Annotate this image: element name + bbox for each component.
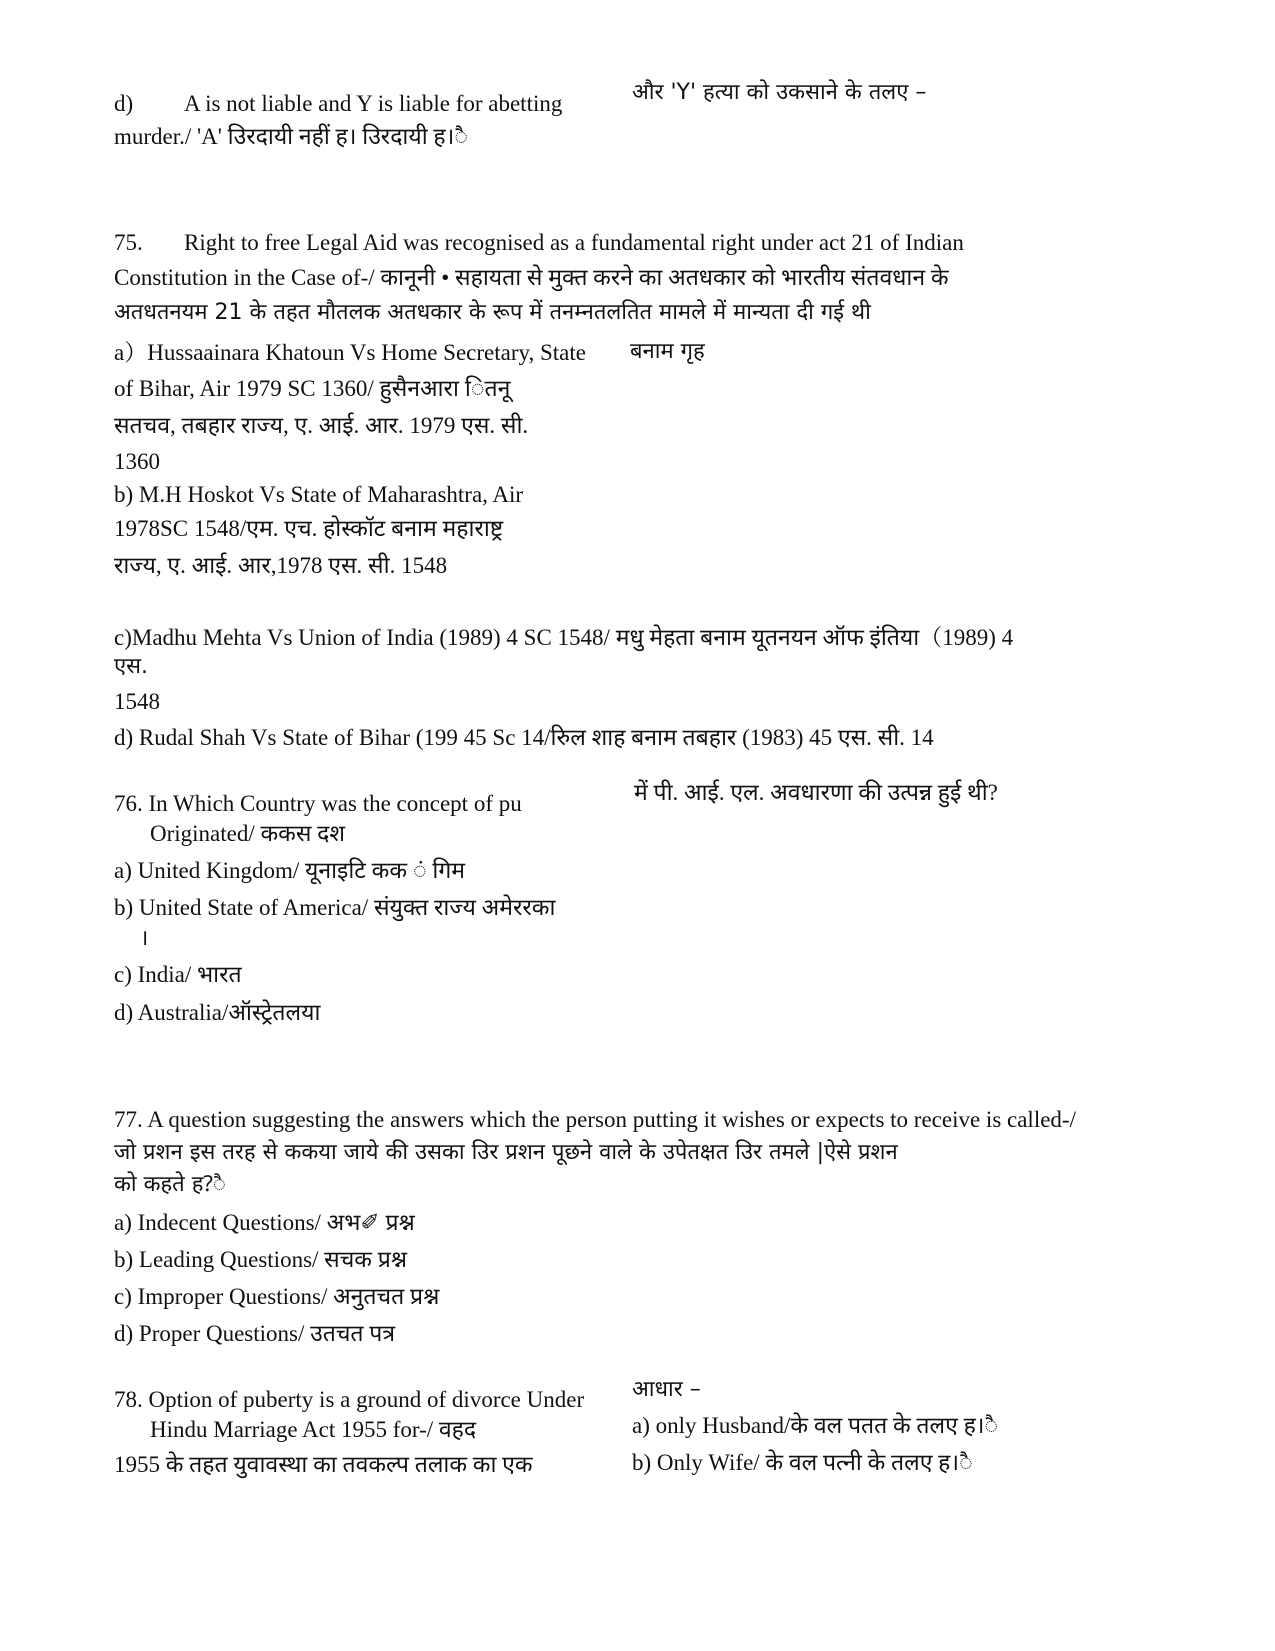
- q75-option-d-line1: d) Rudal Shah Vs State of Bihar (199 45 Sc 14/रुिल शाह बनाम तबहार (1983) 45 एस. सी. 14: [114, 725, 934, 750]
- q76-option-d: d) Australia/ऑस्ट्रेतलया: [114, 1000, 321, 1025]
- q76-option-b-line2: ।: [140, 926, 149, 951]
- q77-option-c: c) Improper Questions/ अनुतचत प्रश्न: [114, 1284, 440, 1309]
- q77-question-line2: जो प्रशन इस तरह से ककया जाये की उसका उिर प्रशन पूछने वाले के उपेतक्षत उिर तमले |ऐसे प्रशन: [114, 1140, 898, 1165]
- q77-question-line1: 77. A question suggesting the answers which the person putting it wishes or expects to receive is called-/: [114, 1107, 1076, 1132]
- q75-option-c-line1: c)Madhu Mehta Vs Union of India (1989) 4 SC 1548/ मधु मेहता बनाम यूतनयन ऑफ इंतिया（1989) 4: [114, 625, 1014, 650]
- q75-option-a-right: बनाम गृह: [630, 339, 705, 364]
- q75-option-a-line2: of Bihar, Air 1979 SC 1360/ हुसैनआरा ितनू: [114, 376, 511, 401]
- q75-number: 75.: [114, 230, 143, 255]
- q77-question-line3: को कहते ह?ै: [114, 1172, 226, 1197]
- q75-option-a-line4: 1360: [114, 449, 160, 474]
- q76-option-a: a) United Kingdom/ यूनाइटि कक ं गिम: [114, 858, 466, 883]
- q77-option-d: d) Proper Questions/ उतचत पत्र: [114, 1321, 396, 1346]
- q75-option-c-line3: 1548: [114, 689, 160, 714]
- q76-question-line1: 76. In Which Country was the concept of pu: [114, 791, 522, 816]
- q77-option-a: a) Indecent Questions/ अभ✐ प्रश्न: [114, 1210, 415, 1235]
- q74-option-d-label: d): [114, 91, 134, 116]
- q75-question-line2: Constitution in the Case of-/ कानूनी • सहायता से मुक्त करने का अतधकार को भारतीय संतवधान के: [114, 265, 949, 290]
- q75-option-b-line1: b) M.H Hoskot Vs State of Maharashtra, Air: [114, 482, 524, 507]
- q75-question-line1: Right to free Legal Aid was recognised as a fundamental right under act 21 of Indian: [184, 230, 964, 255]
- q75-option-b-line3: राज्य, ए. आई. आर,1978 एस. सी. 1548: [114, 553, 448, 578]
- q75-option-a-line3: सतचव, तबहार राज्य, ए. आई. आर. 1979 एस. सी.: [114, 413, 529, 438]
- q74-option-d-line2: murder./ 'A' उिरदायी नहीं ह। उिरदायी ह।ै: [114, 124, 469, 149]
- q76-option-b-line1: b) United State of America/ संयुक्त राज्य अमेररका: [114, 895, 556, 920]
- q78-option-a: a) only Husband/के वल पतत के तलए ह।ै: [632, 1413, 999, 1438]
- q78-right-top: आधार –: [632, 1377, 701, 1402]
- q74-option-d-hindi-right: और 'Y' हत्या को उकसाने के तलए –: [632, 80, 927, 105]
- q75-option-a-line1: a）Hussaainara Khatoun Vs Home Secretary, State: [114, 340, 586, 365]
- q77-option-b: b) Leading Questions/ सचक प्रश्न: [114, 1247, 408, 1272]
- q78-question-line2: Hindu Marriage Act 1955 for-/ वहद: [150, 1417, 477, 1442]
- q75-option-c-line2: एस.: [114, 654, 149, 679]
- q78-question-line1: 78. Option of puberty is a ground of divorce Under: [114, 1387, 585, 1412]
- q78-option-b: b) Only Wife/ के वल पत्नी के तलए ह।ै: [632, 1450, 973, 1475]
- q76-option-c: c) India/ भारत: [114, 962, 242, 987]
- q75-question-line3: अतधतनयम 21 के तहत मौतलक अतधकार के रूप में तनम्नतलतित मामले में मान्यता दी गई थी: [114, 300, 871, 325]
- q76-question-line2: Originated/ ककस दश: [150, 821, 345, 846]
- q74-option-d-text: A is not liable and Y is liable for abetting: [184, 91, 563, 116]
- q75-option-b-line2: 1978SC 1548/एम. एच. होस्कॉट बनाम महाराष्ट्र: [114, 516, 504, 541]
- q78-question-line3: 1955 के तहत युवावस्था का तवकल्प तलाक का एक: [114, 1452, 533, 1477]
- q76-question-right: में पी. आई. एल. अवधारणा की उत्पन्न हुई थी?: [634, 780, 998, 805]
